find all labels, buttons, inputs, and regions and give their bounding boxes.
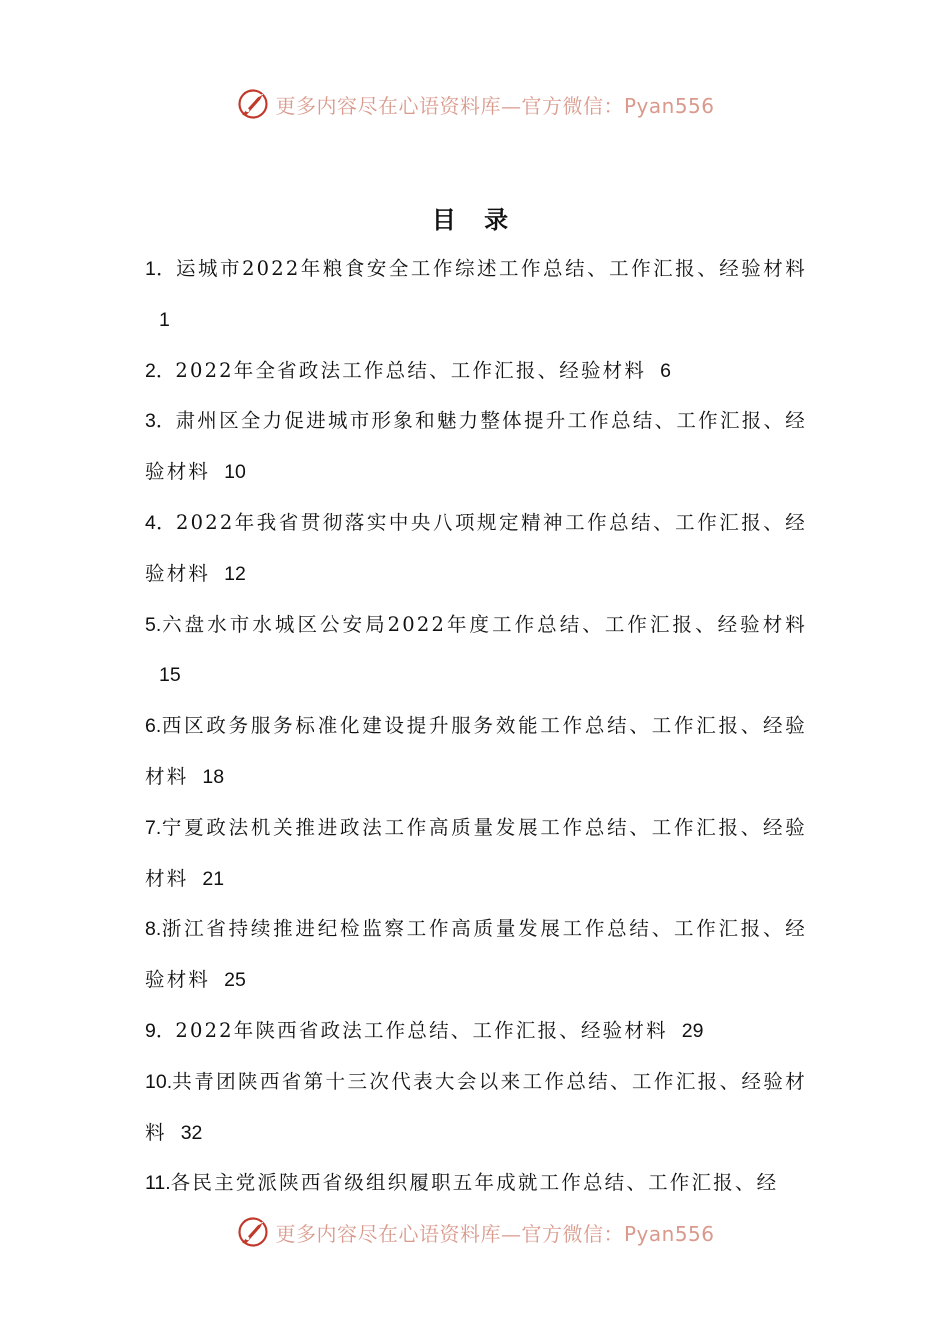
header-banner — [0, 84, 950, 124]
toc-entry[interactable] — [145, 904, 807, 1006]
toc-entry[interactable] — [145, 498, 807, 600]
toc-entry-page: 25 — [224, 969, 246, 992]
toc-entry-title: 各民主党派陕西省级组织履职五年成就工作总结、工作汇报、经 — [170, 1171, 779, 1195]
toc-entry-page: 18 — [202, 765, 225, 788]
toc-entry-title: 肃州区全力促进城市形象和魅力整体提升工作总结、工作汇报、经验材料 — [145, 409, 807, 484]
toc-entry-title: 运城市2022年粮食安全工作综述工作总结、工作汇报、经验材料 — [176, 257, 807, 280]
toc-entry[interactable] — [145, 701, 807, 803]
toc-entry-page: 32 — [180, 1121, 203, 1144]
toc-entry-number: 1． — [145, 258, 176, 280]
toc-entry-title: 浙江省持续推进纪检监察工作高质量发展工作总结、工作汇报、经验材料 — [145, 917, 807, 992]
pen-nib-logo-icon — [235, 86, 271, 122]
toc-entry-page: 21 — [202, 867, 225, 890]
toc-entry-page: 29 — [681, 1019, 704, 1042]
toc-entry-number: 11. — [145, 1172, 171, 1195]
toc-entry-number: 6. — [145, 715, 162, 738]
toc-entry[interactable] — [145, 600, 807, 702]
toc-entry-number: 2． — [145, 359, 176, 382]
toc-entry-page: 1 — [159, 308, 170, 331]
footer-banner — [0, 1212, 950, 1252]
toc-entry-number: 8. — [145, 918, 162, 941]
toc-entry-number: 3． — [145, 410, 176, 433]
page-title: 目 录 — [431, 206, 519, 234]
toc-entry-title: 六盘水市水城区公安局2022年度工作总结、工作汇报、经验材料 — [161, 612, 807, 636]
toc-entry-page: 10 — [224, 461, 246, 484]
toc-entry[interactable] — [145, 346, 807, 397]
toc-entry-number: 9． — [145, 1019, 176, 1042]
toc-entry[interactable] — [145, 803, 807, 905]
table-of-contents — [145, 244, 807, 1209]
toc-entry-page: 6 — [660, 359, 671, 382]
toc-entry-title: 共青团陕西省第十三次代表大会以来工作总结、工作汇报、经验材料 — [145, 1069, 807, 1144]
toc-entry[interactable] — [145, 1006, 807, 1057]
toc-entry-number: 5. — [145, 613, 162, 636]
toc-entry[interactable] — [145, 396, 807, 498]
toc-entry-page: 15 — [159, 664, 181, 687]
toc-entry-title: 2022年全省政法工作总结、工作汇报、经验材料 — [175, 358, 647, 382]
toc-entry-number: 10. — [145, 1070, 173, 1093]
toc-entry[interactable] — [145, 244, 807, 346]
toc-entry-number: 7. — [145, 816, 162, 839]
banner-text: 更多内容尽在心语资料库—官方微信：Pyan556 — [275, 93, 715, 118]
toc-entry-number: 4． — [145, 511, 176, 534]
toc-entry-title: 西区政务服务标准化建设提升服务效能工作总结、工作汇报、经验材料 — [145, 714, 807, 788]
toc-entry[interactable] — [145, 1158, 807, 1209]
toc-entry-page: 12 — [224, 562, 246, 585]
toc-entry-title: 2022年我省贯彻落实中央八项规定精神工作总结、工作汇报、经验材料 — [145, 510, 807, 585]
toc-entry-title: 2022年陕西省政法工作总结、工作汇报、经验材料 — [175, 1018, 668, 1042]
banner-text: 更多内容尽在心语资料库—官方微信：Pyan556 — [275, 1221, 715, 1246]
toc-entry[interactable] — [145, 1057, 807, 1159]
pen-nib-logo-icon — [235, 1214, 271, 1250]
toc-entry-title: 宁夏政法机关推进政法工作高质量发展工作总结、工作汇报、经验材料 — [145, 815, 807, 890]
